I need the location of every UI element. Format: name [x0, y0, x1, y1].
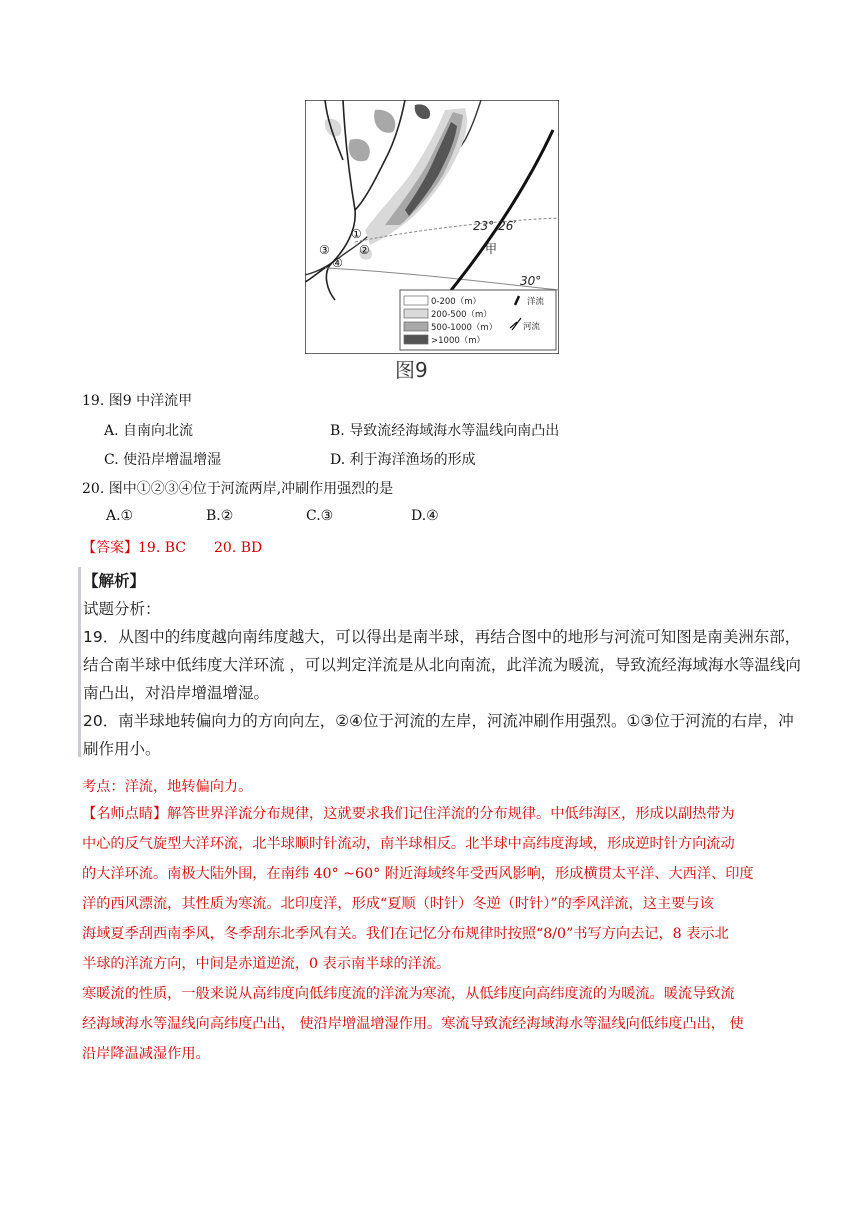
- q20-option-b: B.②: [206, 508, 234, 524]
- marker-3: ③: [319, 243, 330, 257]
- q20-option-a: A.①: [106, 508, 134, 524]
- figure-caption: 图9: [395, 358, 428, 382]
- tip-line-3: 的大洋环流。南极大陆外围，在南纬 40° ~60° 附近海域终年受西风影响，形成横贯太平洋、大西洋、印度: [82, 866, 754, 882]
- q19-option-b: B. 导致流经海域海水等温线向南凸出: [330, 423, 560, 439]
- tip-line-4: 洋的西风漂流，其性质为寒流。北印度洋，形成“夏顺（时针）冬逆（时针）”的季风洋流，这主要与该: [82, 896, 714, 912]
- analysis-header: 【解析】: [83, 572, 146, 590]
- q19-stem: 19. 图9 中洋流甲: [82, 393, 193, 409]
- lat-label-1: 23° 26′: [473, 219, 517, 233]
- legend: [400, 290, 556, 350]
- analysis-line-3: 南凸出，对沿岸增温增湿。: [83, 684, 270, 702]
- analysis-line-5: 刷作用小。: [83, 740, 161, 758]
- marker-1: ①: [351, 227, 362, 241]
- answer-tag: 【答案】: [82, 540, 138, 556]
- tip-line-1: [82, 803, 735, 823]
- marker-2: ②: [359, 243, 370, 257]
- q20-stem: 20. 图中①②③④位于河流两岸,冲刷作用强烈的是: [82, 481, 394, 497]
- tip-line-9: 沿岸降温减湿作用。: [82, 1046, 210, 1062]
- q20-option-d: D.④: [411, 508, 439, 524]
- answer-line: [82, 537, 262, 557]
- analysis-line-4: 20．南半球地转偏向力的方向向左，②④位于河流的左岸，河流冲刷作用强烈。①③位于河流的右岸，冲: [83, 712, 794, 730]
- current-label: 甲: [485, 242, 498, 256]
- tip-line-6: 半球的洋流方向，中间是赤道逆流，0 表示南半球的洋流。: [82, 956, 451, 972]
- q19-option-d: D. 利于海洋渔场的形成: [330, 452, 476, 468]
- tip-tag: 【名师点睛】: [82, 806, 168, 822]
- legend-river-label: 河流: [523, 322, 541, 332]
- analysis-block: [78, 567, 801, 758]
- analysis-line-2: 结合南半球中低纬度大洋环流 ，可以判定洋流是从北向南流，此洋流为暖流，导致流经海域海水等温线向: [83, 656, 801, 674]
- q19-option-a: A. 自南向北流: [104, 423, 194, 439]
- marker-4: ④: [332, 256, 343, 270]
- map-figure: [305, 100, 559, 354]
- tip-line-2: 中心的反气旋型大洋环流，北半球顺时针流动，南半球相反。北半球中高纬度海域，形成逆时针方向流动: [82, 836, 735, 852]
- legend-item-3: 500-1000（m）: [431, 323, 498, 333]
- q19-option-c: C. 使沿岸增温增湿: [104, 452, 222, 468]
- tip-line-5: 海域夏季刮西南季风，冬季刮东北季风有关。我们在记忆分布规律时按照“8/0”书写方向去记，8 表示北: [82, 926, 729, 942]
- tip-line-7: 寒暖流的性质，一般来说从高纬度向低纬度流的洋流为寒流，从低纬度向高纬度流的为暖流。暖流导致流: [82, 986, 735, 1002]
- kaodian-line: 考点：洋流，地转偏向力。: [82, 779, 253, 795]
- analysis-line-1: 19．从图中的纬度越向南纬度越大，可以得出是南半球，再结合图中的地形与河流可知图是南美洲东部，: [83, 628, 801, 646]
- answer-text: 19. BC 20. BD: [138, 540, 263, 556]
- lat-label-2: 30°: [520, 274, 542, 288]
- tip-text-1: 解答世界洋流分布规律，这就要求我们记住洋流的分布规律。中低纬海区，形成以副热带为: [167, 806, 735, 822]
- legend-item-2: 200-500（m）: [431, 310, 492, 320]
- tip-line-8: 经海域海水等温线向高纬度凸出， 使沿岸增温增湿作用。寒流导致流经海域海水等温线向低纬度凸出， 使: [82, 1016, 744, 1032]
- legend-current-label: 洋流: [527, 297, 545, 307]
- q20-option-c: C.③: [306, 508, 334, 524]
- legend-item-4: >1000（m）: [431, 336, 486, 346]
- analysis-subheader: 试题分析：: [83, 600, 161, 618]
- legend-item-1: 0-200（m）: [431, 297, 481, 307]
